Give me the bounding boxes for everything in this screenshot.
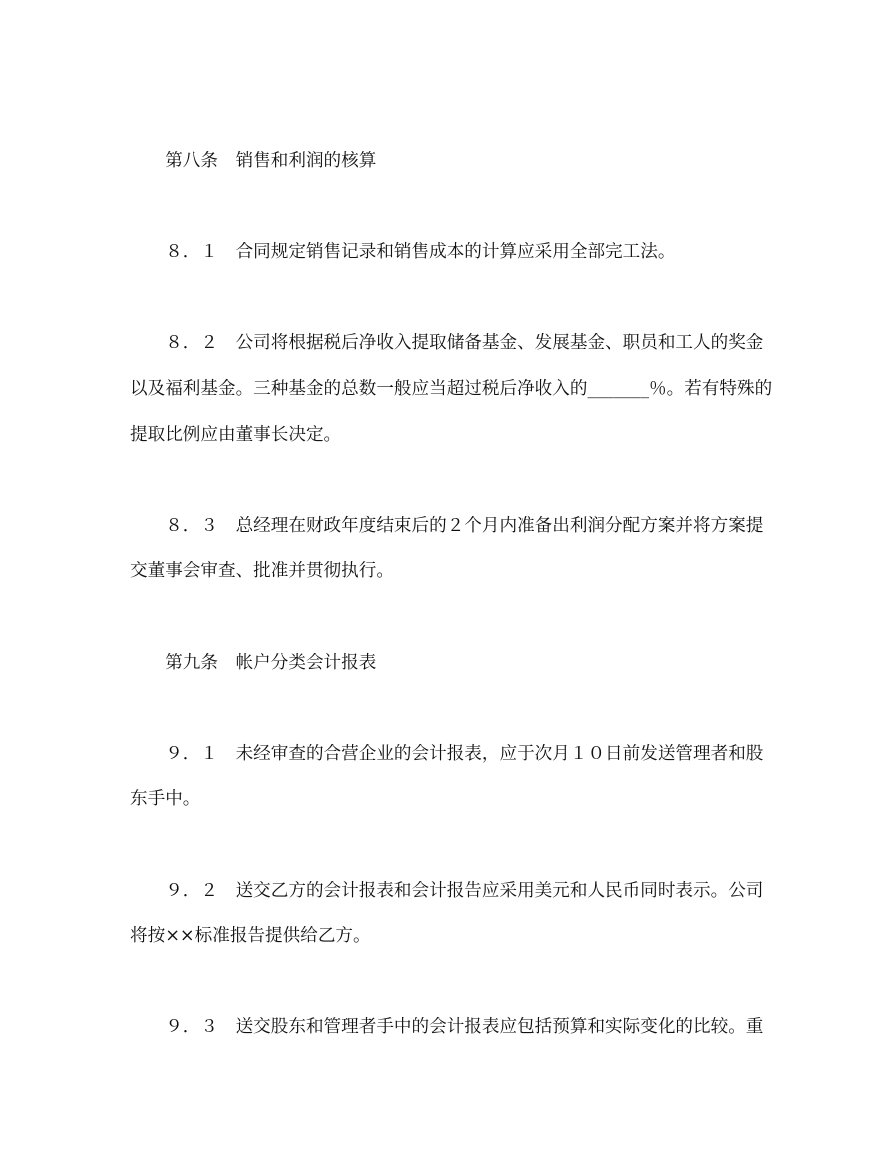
clause-8-1 bbox=[130, 230, 810, 276]
article-heading-text: 第八条 销售和利润的核算 bbox=[165, 151, 377, 171]
clause-line: ８．２ 公司将根据税后净收入提取储备基金、发展基金、职员和工人的奖金 bbox=[165, 333, 764, 354]
article-8-heading bbox=[130, 139, 810, 185]
clause-8-3 bbox=[130, 504, 810, 595]
clause-9-2 bbox=[130, 869, 810, 960]
clause-9-1 bbox=[130, 732, 810, 823]
clause-line: 交董事会审查、批准并贯彻执行。 bbox=[130, 561, 394, 582]
article-9-heading bbox=[130, 641, 810, 687]
clause-line: 提取比例应由董事长决定。 bbox=[130, 424, 342, 445]
clause-line: ９．２ 送交乙方的会计报表和会计报告应采用美元和人民币同时表示。公司 bbox=[165, 880, 764, 901]
document-page bbox=[130, 139, 810, 1096]
clause-line: ９．３ 送交股东和管理者手中的会计报表应包括预算和实际变化的比较。重 bbox=[165, 1017, 764, 1038]
clause-line: ８．３ 总经理在财政年度结束后的２个月内准备出利润分配方案并将方案提 bbox=[165, 515, 764, 536]
article-heading-text: 第九条 帐户分类会计报表 bbox=[165, 652, 377, 673]
clause-9-3 bbox=[130, 1005, 810, 1051]
clause-line: 将按××标准报告提供给乙方。 bbox=[130, 926, 371, 947]
clause-line: 东手中。 bbox=[130, 789, 201, 810]
clause-line: ８．１ 合同规定销售记录和销售成本的计算应采用全部完工法。 bbox=[165, 242, 676, 263]
clause-line: 以及福利基金。三种基金的总数一般应当超过税后净收入的_______％。若有特殊的 bbox=[130, 378, 773, 399]
clause-8-2 bbox=[130, 321, 810, 458]
clause-line: ９．１ 未经审查的合营企业的会计报表，应于次月１０日前发送管理者和股 bbox=[165, 743, 764, 764]
